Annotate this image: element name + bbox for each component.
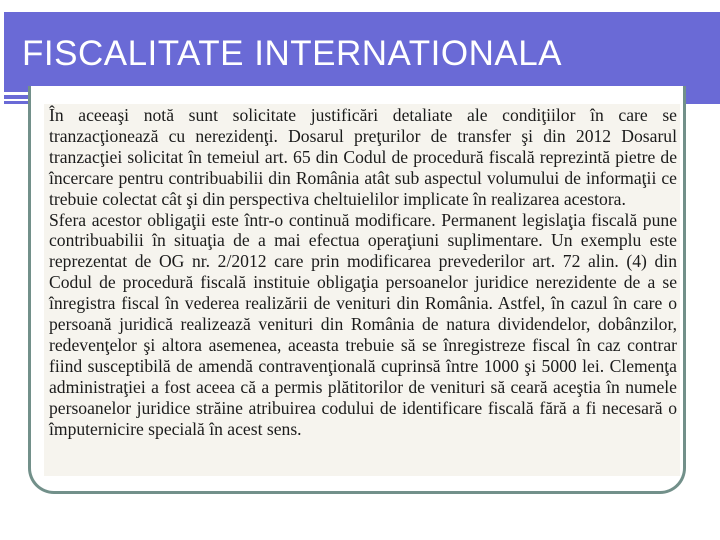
slide-title: FISCALITATE INTERNATIONALA	[22, 34, 563, 73]
paragraph-1: În aceeaşi notă sunt solicitate justificări detaliate ale condiţiilor în care se tranzacţionează cu nerezidenţi. Dosarul preţurilor de transfer şi din 2012 Dosarul tranzacţiei solicitat în temeiul art. 65 din Codul de procedură fiscală reprezintă pietre de încercare pentru contribuabilii din România atât sub aspectul volumului de informaţii ce trebuie colectat cât şi din perspectiva cheltuielilor implicate în realizarea acestora.	[49, 105, 677, 209]
document-text	[49, 105, 677, 440]
paragraph-2: Sfera acestor obligaţii este într-o continuă modificare. Permanent legislaţia fiscală pune contribuabilii în situaţia de a mai efectua operaţiuni suplimentare. Un exemplu este reprezentat de OG nr. 2/2012 care prin modificarea prevederilor art. 72 alin. (4) din Codul de procedură fiscală instituie obligaţia persoanelor juridice nerezidente de a se înregistra fiscal în vederea realizării de venituri din România. Astfel, în cazul în care o persoană juridică realizează venituri din România de natura dividendelor, dobânzilor, redevenţelor şi altora asemenea, aceasta trebuie să se înregistreze fiscal în caz contrar fiind susceptibilă de amendă contravenţională cuprinsă între 1000 şi 5000 lei. Clemenţa administraţiei a fost aceea că a permis plătitorilor de venituri să ceară aceştia în numele persoanelor juridice străine atribuirea codului de identificare fiscală fără a fi necesară o împuternicire specială în acest sens.	[49, 209, 677, 439]
